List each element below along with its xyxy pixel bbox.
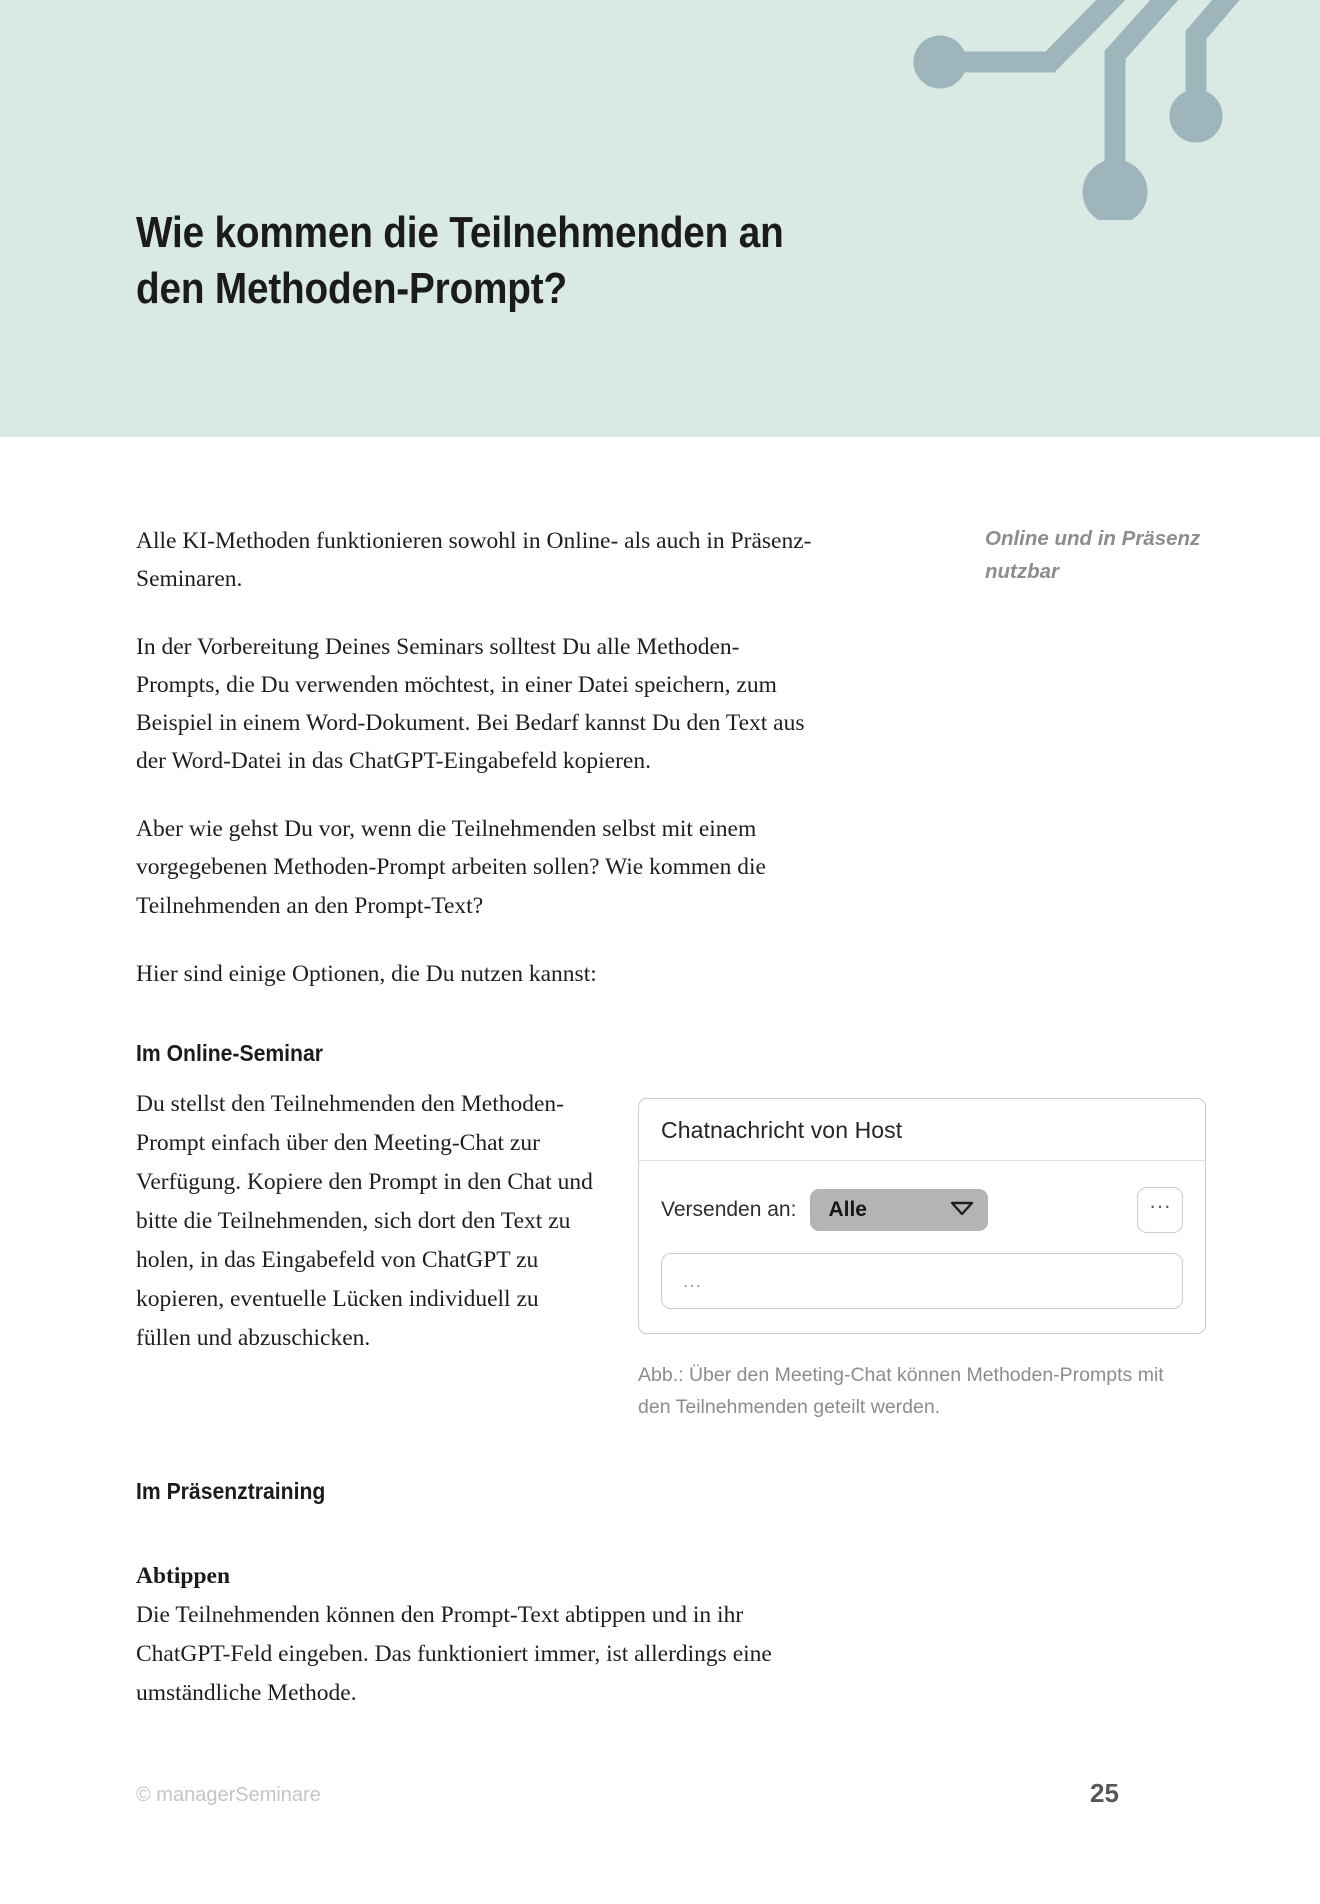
- paragraph: In der Vorbereitung Deines Seminars solltest Du alle Methoden-Prompts, die Du verwenden möchtest, in einer Datei speichern, zum Beispiel in einem Word-Dokument. Bei Bedarf kannst Du den Text aus der Word-Datei in das ChatGPT-Eingabefeld kopieren.: [136, 634, 805, 775]
- abtippen-body: Die Teilnehmenden können den Prompt-Text abtippen und in ihr ChatGPT-Feld eingeben. Das funktioniert immer, ist allerdings eine umständliche Methode.: [136, 1602, 772, 1706]
- figure-caption: Abb.: Über den Meeting-Chat können Methoden-Prompts mit den Teilnehmenden geteilt werden.: [638, 1364, 1164, 1418]
- footer-copyright: © managerSeminare: [136, 1784, 321, 1806]
- send-to-label: Versenden an:: [661, 1198, 797, 1221]
- chat-message-input[interactable]: [661, 1253, 1183, 1309]
- page-title-line-1: Wie kommen die Teilnehmenden an: [136, 208, 784, 257]
- chat-dialog-card: [638, 1098, 1206, 1334]
- recipient-dropdown-value: Alle: [828, 1198, 867, 1221]
- heading-abtippen: Abtippen: [136, 1563, 231, 1589]
- figure-meeting-chat: [638, 1098, 1206, 1423]
- circuit-decoration: [900, 0, 1320, 220]
- chat-message-placeholder: …: [682, 1269, 702, 1292]
- page-title: [136, 205, 858, 318]
- paragraph: Hier sind einige Optionen, die Du nutzen kannst:: [136, 960, 597, 987]
- heading-im-online-seminar: Im Online-Seminar: [136, 1040, 323, 1066]
- intro-text-column: [136, 522, 821, 993]
- footer-page-number: 25: [1090, 1778, 1119, 1808]
- paragraph: Aber wie gehst Du vor, wenn die Teilnehmenden selbst mit einem vorgegebenen Methoden-Prompt arbeiten sollen? Wie kommen die Teilnehmenden an den Prompt-Text?: [136, 816, 766, 919]
- more-options-button[interactable]: ···: [1137, 1187, 1183, 1233]
- chat-dialog-body: [639, 1161, 1205, 1333]
- heading-im-praesenztraining: Im Präsenztraining: [136, 1478, 326, 1504]
- paragraph: Alle KI-Methoden funktionieren sowohl in Online- als auch in Präsenz-Seminaren.: [136, 528, 812, 593]
- chevron-down-icon: [950, 1200, 974, 1221]
- online-seminar-body: Du stellst den Teilnehmenden den Methoden-Prompt einfach über den Meeting-Chat zur Verfügung. Kopiere den Prompt in den Chat und bitte die Teilnehmenden, sich dort den Text zu holen, in das Eingabefeld von ChatGPT zu kopieren, eventuelle Lücken individuell zu füllen und abzuschicken.: [136, 1091, 593, 1351]
- page-header-band: [0, 0, 1320, 437]
- recipient-dropdown[interactable]: [810, 1189, 988, 1231]
- chat-dialog-title: Chatnachricht von Host: [639, 1099, 1205, 1161]
- margin-note: Online und in Präsenz nutzbar: [985, 527, 1201, 584]
- send-to-row: [661, 1187, 1183, 1233]
- page-title-line-2: den Methoden-Prompt?: [136, 264, 567, 314]
